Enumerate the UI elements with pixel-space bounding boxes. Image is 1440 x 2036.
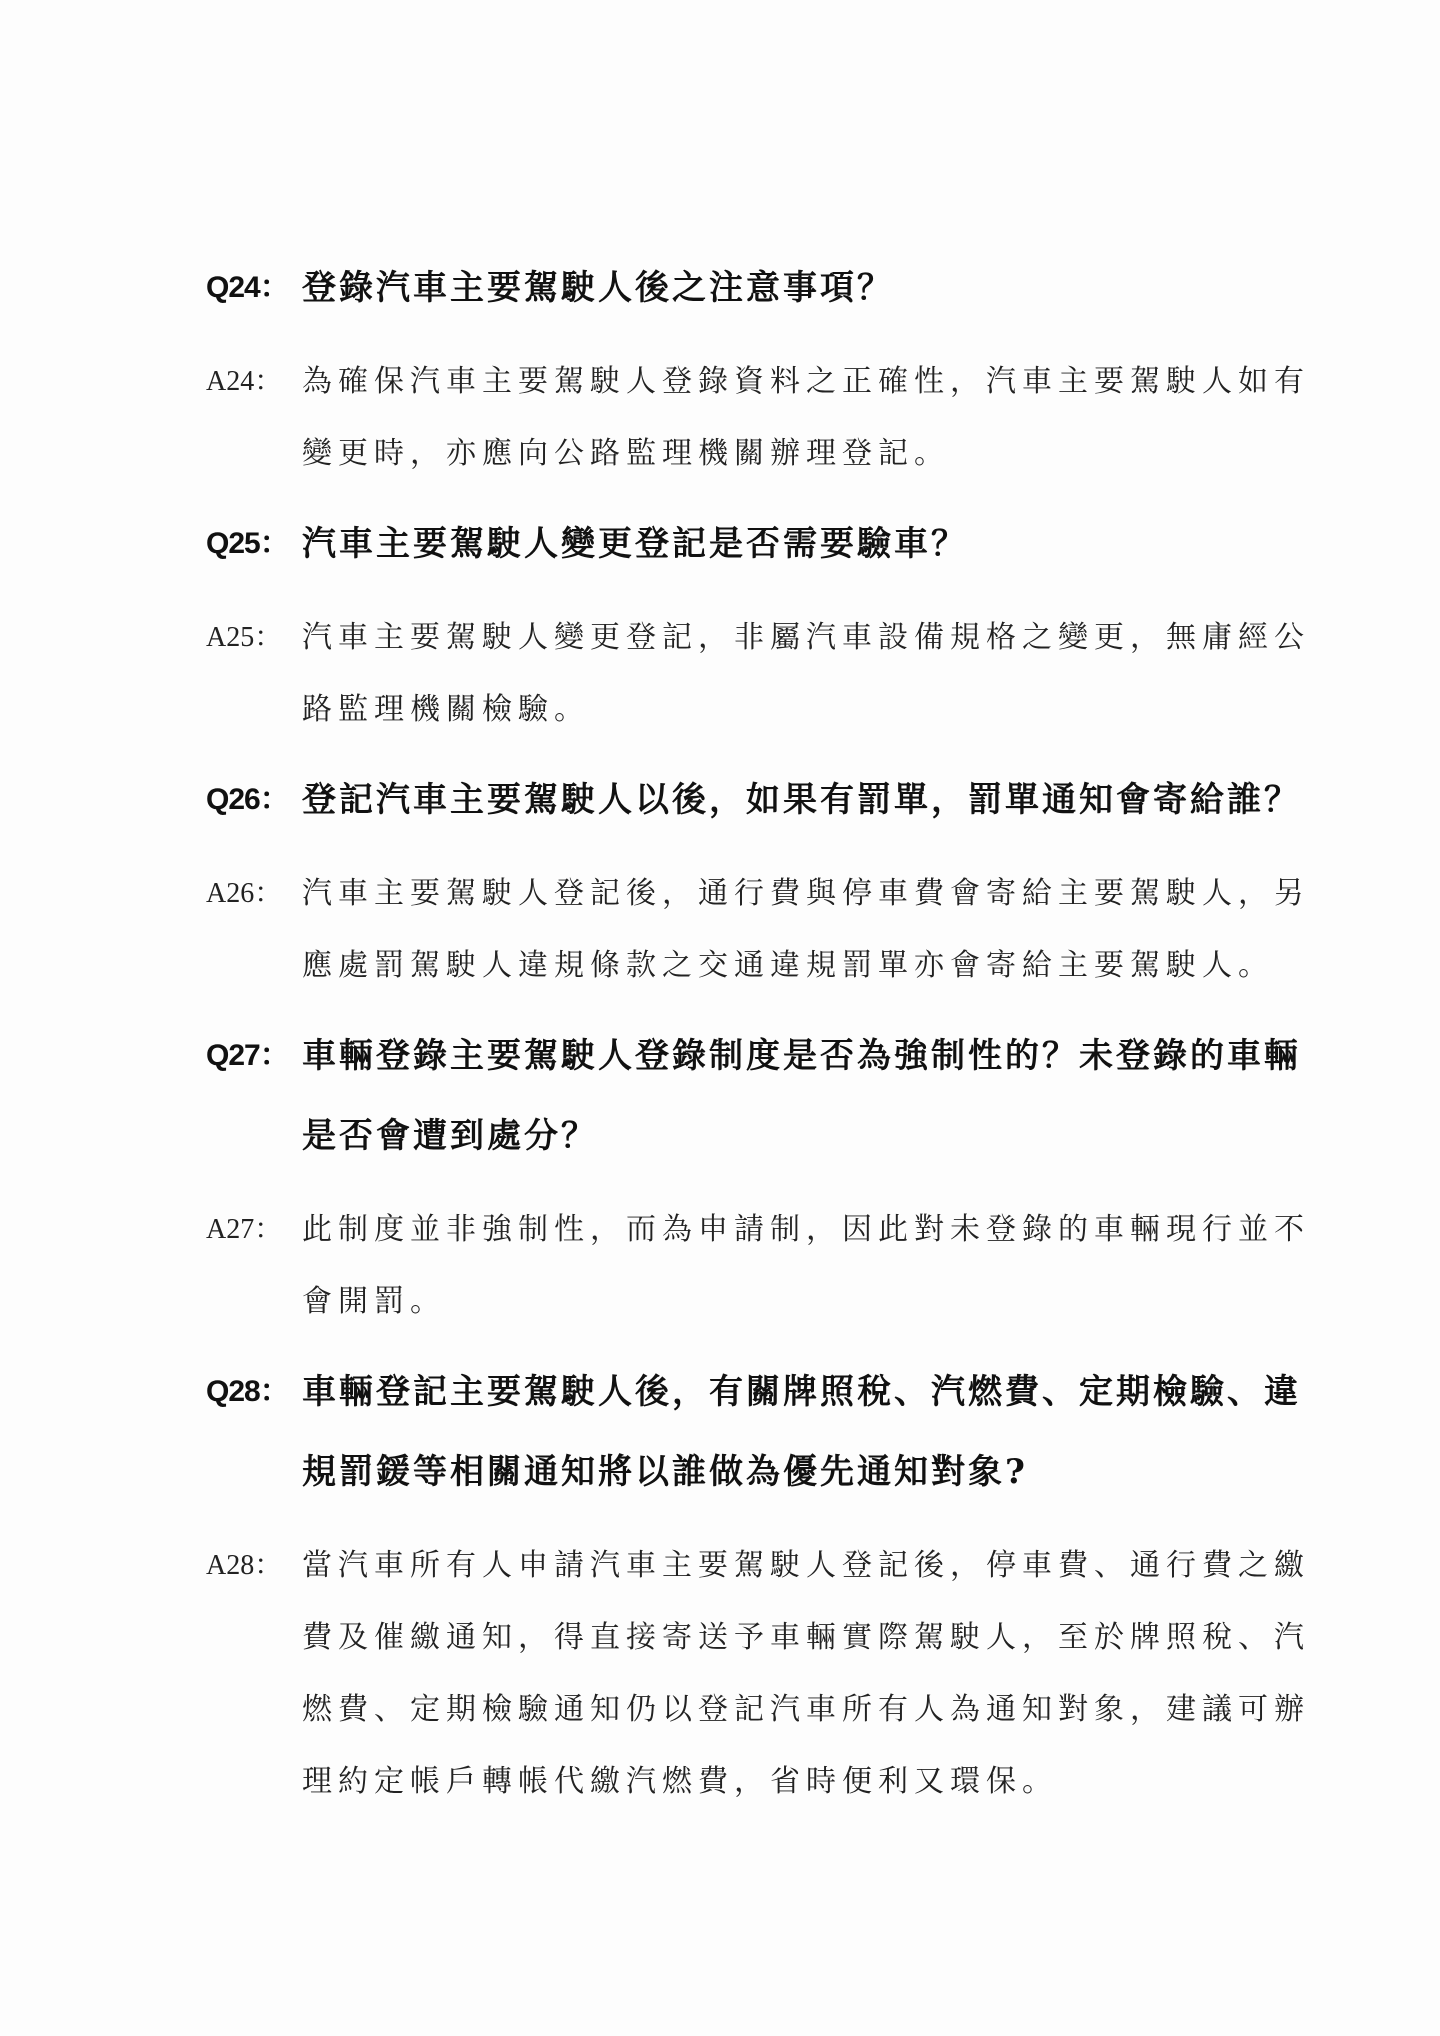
- question-label: Q24：: [206, 271, 289, 304]
- answer-text: 為確保汽車主要駕駛人登錄資料之正確性，汽車主要駕駛人如有變更時，亦應向公路監理機關辦理登記。: [302, 364, 1310, 471]
- answer-label: A24：: [206, 366, 283, 397]
- question-25: [206, 504, 1326, 584]
- question-text: 登錄汽車主要駕駛人後之注意事項？: [302, 268, 894, 308]
- question-26: [206, 760, 1326, 840]
- faq-list: [206, 248, 1326, 1818]
- answer-25: [206, 602, 1326, 746]
- answer-label: A26：: [206, 878, 283, 909]
- answer-text: 當汽車所有人申請汽車主要駕駛人登記後，停車費、通行費之繳費及催繳通知，得直接寄送予車輛實際駕駛人，至於牌照稅、汽燃費、定期檢驗通知仍以登記汽車所有人為通知對象，建議可辦理約定帳戶轉帳代繳汽燃費，省時便利又環保。: [302, 1548, 1310, 1799]
- answer-label: A25：: [206, 622, 283, 653]
- answer-label: A27：: [206, 1214, 283, 1245]
- answer-text: 此制度並非強制性，而為申請制，因此對未登錄的車輛現行並不會開罰。: [302, 1212, 1310, 1319]
- question-text: 汽車主要駕駛人變更登記是否需要驗車？: [302, 524, 968, 564]
- answer-text: 汽車主要駕駛人登記後，通行費與停車費會寄給主要駕駛人，另應處罰駕駛人違規條款之交通違規罰單亦會寄給主要駕駛人。: [302, 876, 1310, 983]
- question-text: 車輛登錄主要駕駛人登錄制度是否為強制性的？未登錄的車輛是否會遭到處分？: [302, 1036, 1301, 1156]
- question-label: Q25：: [206, 527, 289, 560]
- question-text: 登記汽車主要駕駛人以後，如果有罰單，罰單通知會寄給誰？: [302, 780, 1301, 820]
- answer-label: A28：: [206, 1550, 283, 1581]
- answer-27: [206, 1194, 1326, 1338]
- question-27: [206, 1016, 1326, 1176]
- answer-28: [206, 1530, 1326, 1818]
- answer-26: [206, 858, 1326, 1002]
- question-label: Q27：: [206, 1039, 289, 1072]
- question-label: Q26：: [206, 783, 289, 816]
- answer-text: 汽車主要駕駛人變更登記，非屬汽車設備規格之變更，無庸經公路監理機關檢驗。: [302, 620, 1310, 727]
- question-28: [206, 1352, 1326, 1512]
- question-label: Q28：: [206, 1375, 289, 1408]
- question-24: [206, 248, 1326, 328]
- question-text: 車輛登記主要駕駛人後，有關牌照稅、汽燃費、定期檢驗、違規罰鍰等相關通知將以誰做為優先通知對象?: [302, 1372, 1301, 1492]
- answer-24: [206, 346, 1326, 490]
